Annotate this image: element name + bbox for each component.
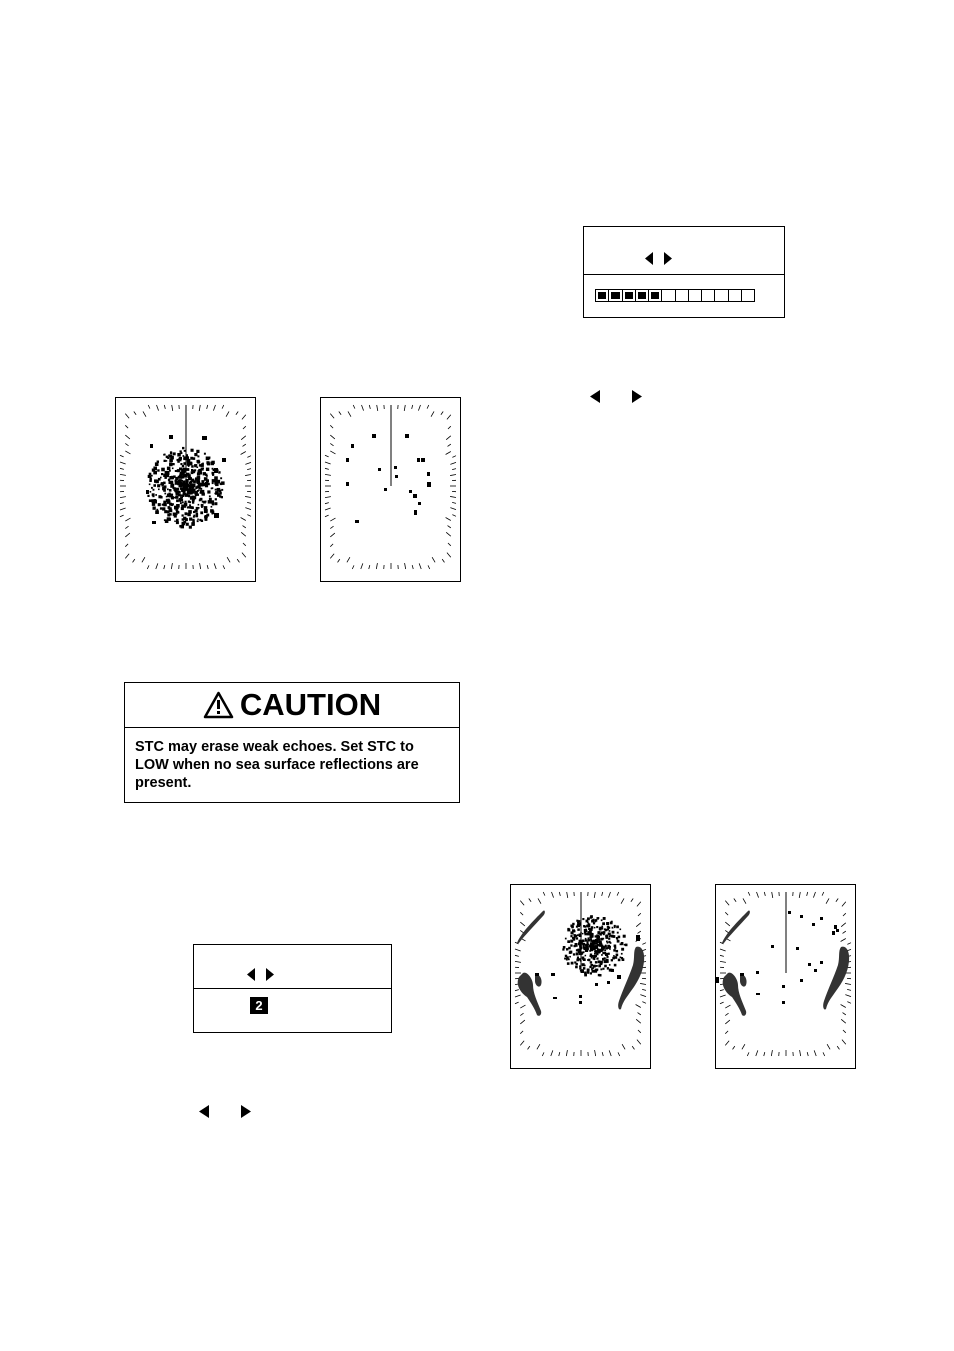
clutter-noise	[147, 447, 224, 529]
level-segment	[636, 290, 649, 301]
arrow-left-icon	[590, 390, 600, 403]
level-segment	[662, 290, 675, 301]
level-bar-dialog	[583, 226, 785, 318]
caution-box	[124, 682, 460, 803]
arrow-left-icon	[247, 968, 255, 981]
level-value-dialog	[193, 944, 392, 1033]
level-segment	[729, 290, 742, 301]
level-bar	[595, 289, 755, 302]
dialog-divider	[584, 274, 784, 275]
target-echoes	[346, 434, 431, 523]
arrow-left-icon	[645, 252, 653, 265]
caution-message: STC may erase weak echoes. Set STC to LOW when no sea surface reflections are present.	[135, 739, 419, 791]
arrow-right-icon	[266, 968, 274, 981]
warning-triangle-icon	[203, 691, 234, 719]
arrow-right-icon	[241, 1105, 251, 1118]
arrow-right-icon	[664, 252, 672, 265]
caution-header	[125, 683, 459, 728]
level-segment	[676, 290, 689, 301]
level-segment	[702, 290, 715, 301]
radar-display-rain-clutter	[510, 884, 651, 1069]
level-segment	[742, 290, 754, 301]
level-segment	[609, 290, 622, 301]
level-segment	[715, 290, 728, 301]
level-segment	[649, 290, 662, 301]
caution-title: CAUTION	[239, 687, 382, 722]
level-segment	[689, 290, 702, 301]
arrow-left-icon	[199, 1105, 209, 1118]
radar-display-clutter	[115, 397, 256, 582]
radar-display-rain-suppressed	[715, 884, 856, 1069]
level-segment	[623, 290, 636, 301]
clutter-noise	[562, 915, 627, 976]
level-value-badge: 2	[250, 997, 268, 1014]
level-segment	[596, 290, 609, 301]
dialog-divider	[194, 988, 391, 989]
arrow-right-icon	[632, 390, 642, 403]
radar-display-clutter-suppressed	[320, 397, 461, 582]
